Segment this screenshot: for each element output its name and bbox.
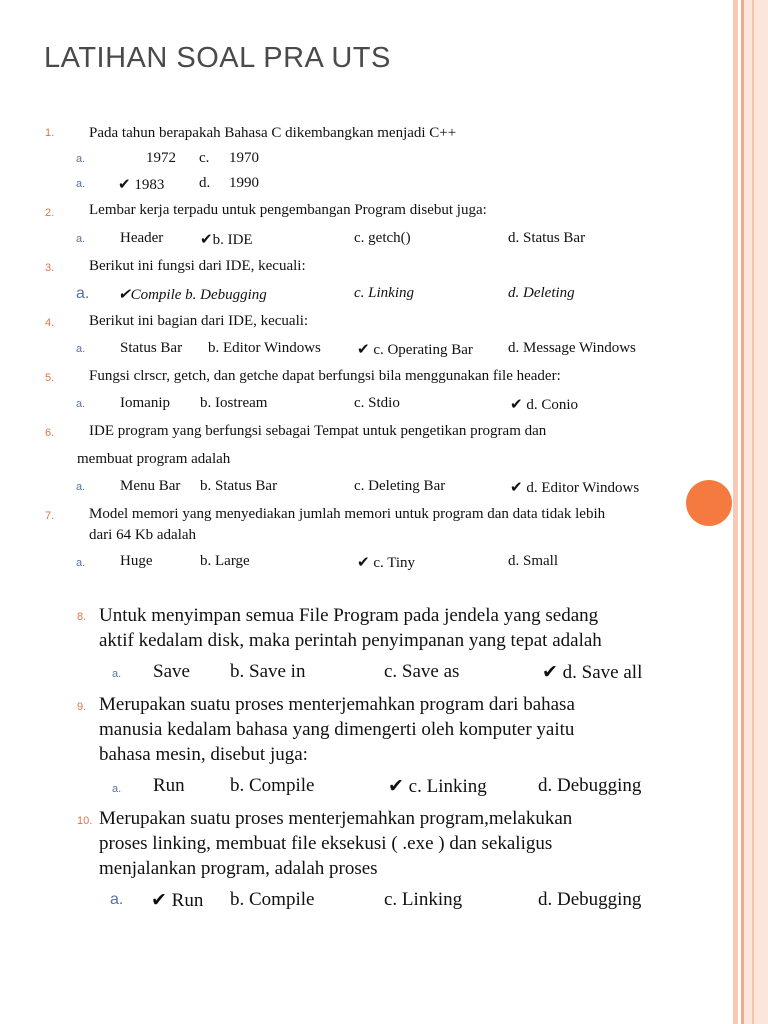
q7-text-line-1: Model memori yang menyediakan jumlah memori untuk program dan data tidak lebih <box>89 506 606 522</box>
q1-option-d-label: d. <box>199 175 211 191</box>
q5-option-d: ✔ d. Conio <box>510 397 578 413</box>
side-stripe-band <box>744 0 768 1024</box>
q1-option-1983: ✔ 1983 <box>118 177 165 193</box>
q5-option-c: c. Stdio <box>354 395 400 411</box>
q3-option-a-b: ✔Compile b. Debugging <box>118 287 267 303</box>
q7-option-a: Huge <box>120 553 153 569</box>
q8-option-c: c. Save as <box>384 661 460 682</box>
q4-option-d: d. Message Windows <box>508 340 636 356</box>
side-stripe-inner <box>752 0 754 1024</box>
q10-number: 10. <box>77 815 93 827</box>
q8-number: 8. <box>77 611 87 623</box>
q6-number: 6. <box>45 427 55 439</box>
q3-option-letter: a. <box>76 285 90 302</box>
q4-text: Berikut ini bagian dari IDE, kecuali: <box>89 313 309 329</box>
q1-text: Pada tahun berapakah Bahasa C dikembangkan menjadi C++ <box>89 125 457 141</box>
q1-option-c-label: c. <box>199 150 210 166</box>
q7-number: 7. <box>45 510 55 522</box>
q6-option-a: Menu Bar <box>120 478 181 494</box>
q9-text-line-2: manusia kedalam bahasa yang dimengerti oleh komputer yaitu <box>99 719 575 740</box>
q4-number: 4. <box>45 317 55 329</box>
q7-option-c: ✔ c. Tiny <box>357 555 416 571</box>
q2-option-letter: a. <box>76 233 86 245</box>
q8-option-d: ✔ d. Save all <box>542 662 643 683</box>
q5-option-a: Iomanip <box>120 395 170 411</box>
q4-option-a: Status Bar <box>120 340 183 356</box>
q3-number: 3. <box>45 262 55 274</box>
q10-text-line-3: menjalankan program, adalah proses <box>99 858 378 879</box>
q9-option-a: Run <box>153 775 185 796</box>
q10-text-line-1: Merupakan suatu proses menterjemahkan program,melakukan <box>99 808 573 829</box>
q10-text-line-2: proses linking, membuat file eksekusi ( .exe ) dan sekaligus <box>99 833 553 854</box>
q6-text-line-1: IDE program yang berfungsi sebagai Tempat untuk pengetikan program dan <box>89 423 547 439</box>
q5-option-letter: a. <box>76 398 86 410</box>
q2-option-d: d. Status Bar <box>508 230 586 246</box>
q9-option-letter: a. <box>112 783 122 795</box>
q5-option-b: b. Iostream <box>200 395 268 411</box>
q5-text: Fungsi clrscr, getch, dan getche dapat berfungsi bila menggunakan file header: <box>89 368 561 384</box>
q10-option-a: ✔ Run <box>151 890 204 911</box>
q9-option-c: ✔ c. Linking <box>388 776 487 797</box>
q6-text-line-2: membuat program adalah <box>77 451 231 467</box>
side-stripe-outer <box>733 0 738 1024</box>
q3-option-d: d. Deleting <box>508 285 575 301</box>
q4-option-c: ✔ c. Operating Bar <box>357 342 473 358</box>
q8-text-line-2: aktif kedalam disk, maka perintah penyimpanan yang tepat adalah <box>99 630 602 651</box>
q9-option-d: d. Debugging <box>538 775 642 796</box>
q10-option-b: b. Compile <box>230 889 315 910</box>
q2-number: 2. <box>45 207 55 219</box>
q9-text-line-1: Merupakan suatu proses menterjemahkan program dari bahasa <box>99 694 575 715</box>
q9-text-line-3: bahasa mesin, disebut juga: <box>99 744 308 765</box>
q7-option-letter: a. <box>76 557 86 569</box>
orange-circle-decoration <box>686 480 732 526</box>
q8-option-letter: a. <box>112 668 122 680</box>
q7-option-d: d. Small <box>508 553 559 569</box>
q2-text: Lembar kerja terpadu untuk pengembangan Program disebut juga: <box>89 202 487 218</box>
q1-option-1970: 1970 <box>229 150 259 166</box>
q2-option-a: Header <box>120 230 164 246</box>
q1-option-1972: 1972 <box>146 150 176 166</box>
q10-option-letter: a. <box>110 891 124 908</box>
q9-number: 9. <box>77 701 87 713</box>
q3-option-c: c. Linking <box>354 285 414 301</box>
q2-option-c: c. getch() <box>354 230 411 246</box>
q10-option-c: c. Linking <box>384 889 463 910</box>
q10-option-d: d. Debugging <box>538 889 642 910</box>
q6-option-b: b. Status Bar <box>200 478 278 494</box>
q6-option-letter: a. <box>76 481 86 493</box>
q7-option-b: b. Large <box>200 553 250 569</box>
q8-option-b: b. Save in <box>230 661 306 682</box>
q5-number: 5. <box>45 372 55 384</box>
q7-text-line-2: dari 64 Kb adalah <box>89 527 197 543</box>
q1-number: 1. <box>45 127 55 139</box>
page-title: LATIHAN SOAL PRA UTS <box>44 42 391 74</box>
q8-text-line-1: Untuk menyimpan semua File Program pada jendela yang sedang <box>99 605 599 626</box>
q6-option-d: ✔ d. Editor Windows <box>510 480 640 496</box>
q4-option-b: b. Editor Windows <box>208 340 321 356</box>
q9-option-b: b. Compile <box>230 775 315 796</box>
q1-option-letter-1: a. <box>76 153 86 165</box>
q4-option-letter: a. <box>76 343 86 355</box>
q2-option-b: ✔b. IDE <box>200 232 253 248</box>
q6-option-c: c. Deleting Bar <box>354 478 446 494</box>
q1-option-1990: 1990 <box>229 175 259 191</box>
q1-option-letter-2: a. <box>76 178 86 190</box>
q3-text: Berikut ini fungsi dari IDE, kecuali: <box>89 258 306 274</box>
q8-option-a: Save <box>153 661 190 682</box>
